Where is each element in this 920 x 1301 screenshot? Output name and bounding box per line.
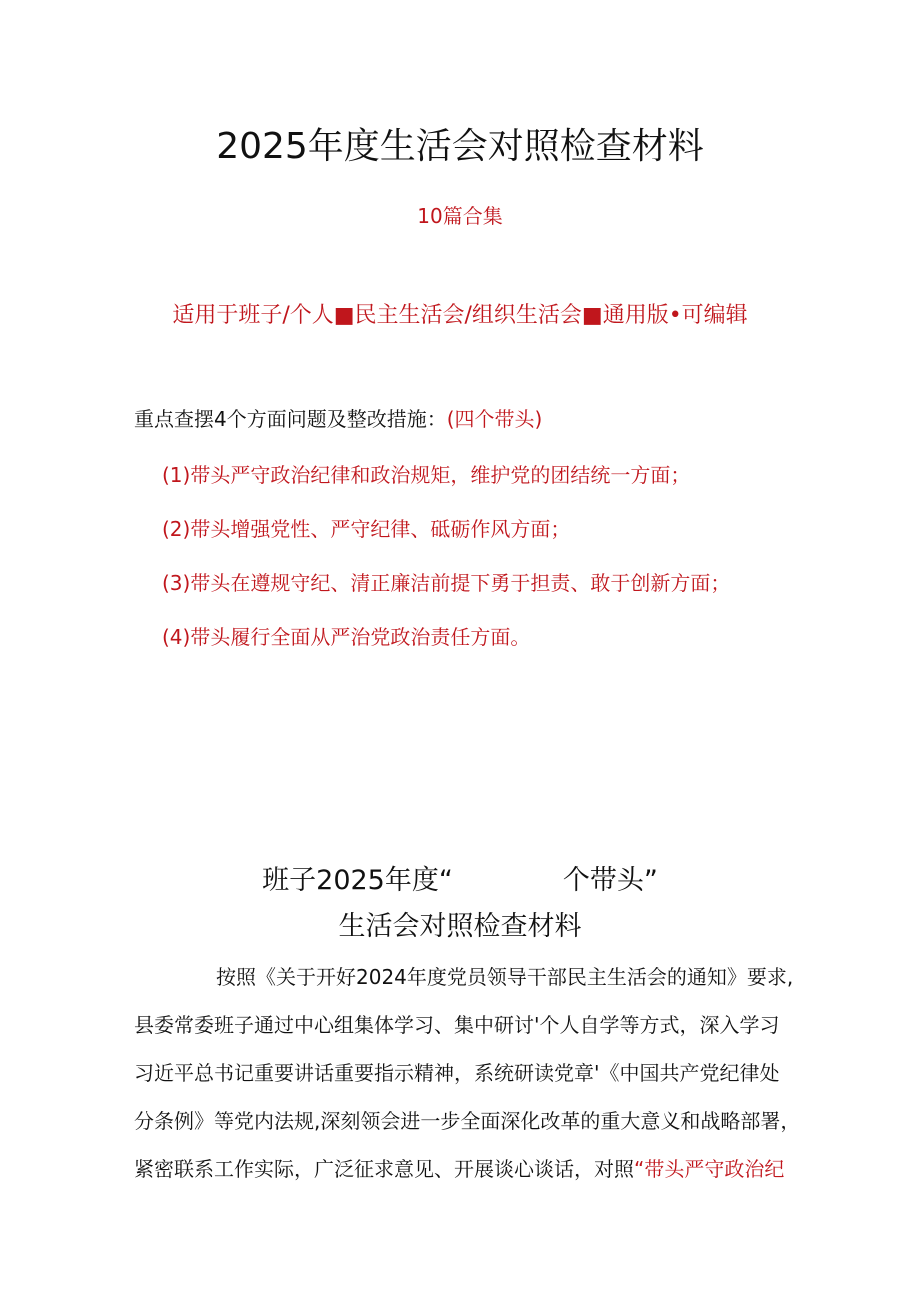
section-title-line2: 生活会对照检查材料 [338, 911, 582, 942]
section-title-line1 [0, 858, 920, 897]
applicability-note: 适用于班子/个人■民主生活会/组织生活会■通用版•可编辑 [172, 303, 748, 328]
paragraph-line: 习近平总书记重要讲话重要指示精神，系统研读党章'《中国共产党纪律处 [134, 1061, 780, 1085]
focus-heading-text: 重点查摆4个方面问题及整改措施： [134, 407, 447, 431]
focus-heading [134, 403, 542, 432]
focus-item: (4)带头履行全面从严治党政治责任方面。 [162, 625, 531, 649]
paragraph-red-quote: “带头严守政治纪 [634, 1157, 785, 1181]
paragraph-line: 分条例》等党内法规,深刻领会进一步全面深化改革的重大意义和战略部署， [134, 1109, 801, 1133]
paragraph-line [134, 1153, 784, 1182]
focus-item: (2)带头增强党性、严守纪律、砥砺作风方面； [162, 517, 571, 541]
focus-item: (3)带头在遵规守纪、清正廉洁前提下勇于担责、敢于创新方面； [162, 571, 731, 595]
focus-item: (1)带头严守政治纪律和政治规矩，维护党的团结统一方面； [162, 463, 691, 487]
paragraph-line: 按照《关于开好2024年度党员领导干部民主生活会的通知》要求, [216, 965, 794, 989]
section-title-right: 个带头” [562, 865, 658, 896]
paragraph-text: 紧密联系工作实际，广泛征求意见、开展谈心谈话，对照 [134, 1157, 634, 1181]
focus-heading-tag: (四个带头) [446, 407, 543, 431]
document-title: 2025年度生活会对照检查材料 [216, 126, 704, 167]
paragraph-line: 县委常委班子通过中心组集体学习、集中研讨'个人自学等方式，深入学习 [134, 1013, 780, 1037]
section-title-left: 班子2025年度“ [262, 865, 453, 896]
document-subtitle: 10篇合集 [417, 204, 503, 228]
